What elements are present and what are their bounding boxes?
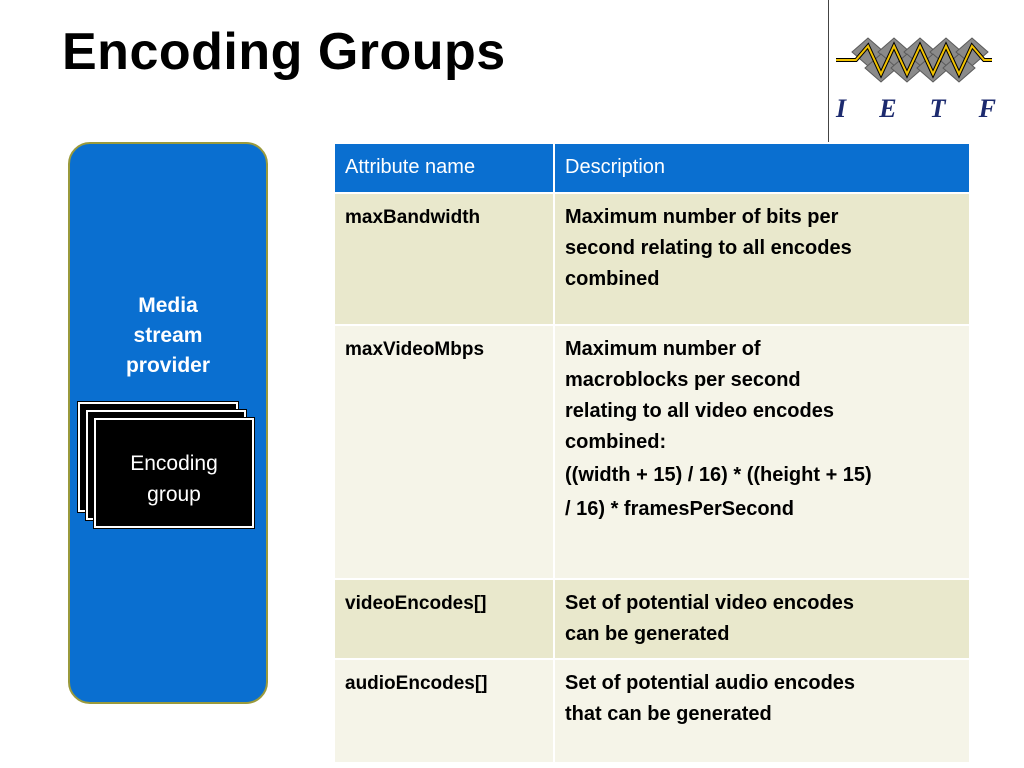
attribute-description — [554, 193, 970, 325]
description-line: ((width + 15) / 16) * ((height + 15) — [565, 464, 872, 486]
description-line: second relating to all encodes — [565, 237, 852, 259]
provider-label-line: Media — [138, 294, 198, 317]
ietf-logo-letters — [836, 94, 996, 124]
table-row — [334, 325, 970, 579]
description-line: / 16) * framesPerSecond — [565, 498, 794, 520]
logo-letter: T — [929, 94, 946, 123]
attribute-description — [554, 579, 970, 659]
provider-label-line: provider — [125, 354, 211, 377]
description-line: Maximum number of — [565, 338, 761, 360]
description-line: Maximum number of bits per — [565, 206, 839, 228]
column-header: Description — [554, 143, 970, 193]
description-line: combined — [565, 268, 660, 290]
encoding-group-label-line: group — [147, 483, 201, 506]
attribute-name: maxVideoMbps — [334, 325, 554, 579]
table-row — [334, 579, 970, 659]
provider-label-line: stream — [133, 324, 203, 347]
attribute-table — [333, 142, 971, 764]
table-row — [334, 193, 970, 325]
logo-divider — [828, 0, 829, 142]
description-line: relating to all video encodes — [565, 400, 834, 422]
column-header: Attribute name — [334, 143, 554, 193]
attribute-description — [554, 659, 970, 763]
description-line: combined: — [565, 431, 667, 453]
attribute-name: videoEncodes[] — [334, 579, 554, 659]
logo-letter: F — [978, 94, 996, 123]
attribute-name: audioEncodes[] — [334, 659, 554, 763]
encoding-group-label-line: Encoding — [130, 452, 218, 475]
slide-title: Encoding Groups — [62, 23, 506, 81]
encoding-group-label — [96, 448, 252, 510]
media-stream-provider-label — [70, 291, 266, 381]
attribute-description — [554, 325, 970, 579]
description-line: Set of potential video encodes — [565, 592, 854, 614]
description-line: can be generated — [565, 623, 730, 645]
attribute-name: maxBandwidth — [334, 193, 554, 325]
description-line: macroblocks per second — [565, 369, 801, 391]
logo-letter: I — [836, 94, 847, 123]
media-stream-provider-box — [68, 142, 268, 704]
description-line: that can be generated — [565, 703, 772, 725]
description-line: Set of potential audio encodes — [565, 672, 856, 694]
encoding-group-card — [94, 418, 254, 528]
table-header-row — [334, 143, 970, 193]
table-row — [334, 659, 970, 763]
logo-letter: E — [879, 94, 897, 123]
